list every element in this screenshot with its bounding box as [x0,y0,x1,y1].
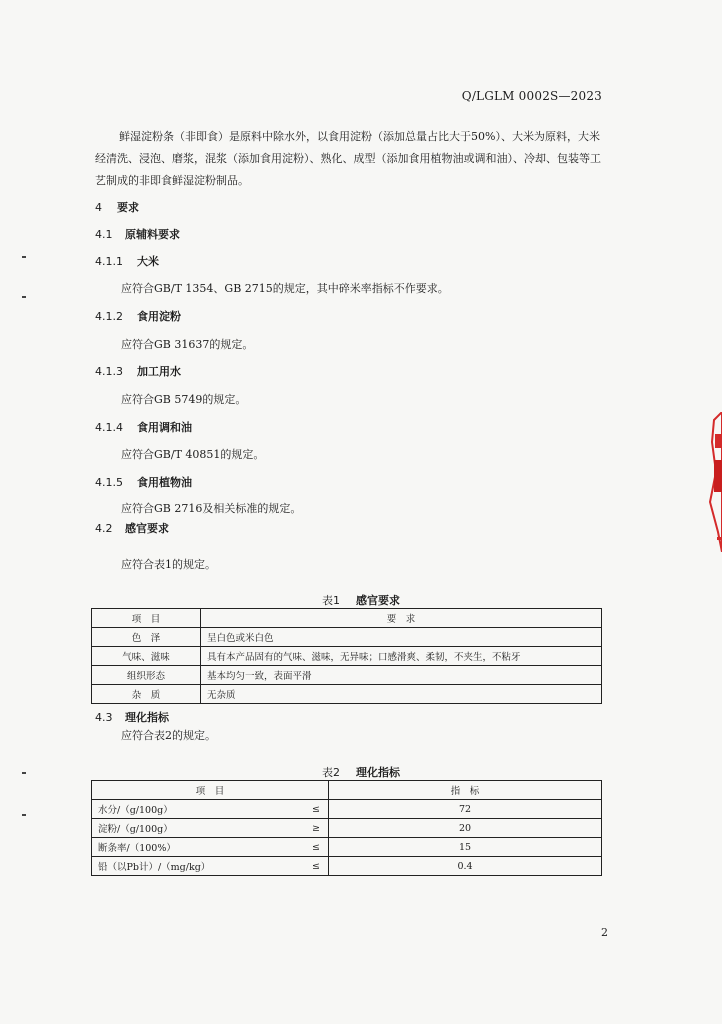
header-requirement: 要 求 [201,609,602,628]
row-comparator: ≤ [304,800,329,819]
section-number: 4.1.3 [95,365,123,378]
section-title: 食用淀粉 [137,310,181,323]
table-row [92,628,602,647]
section-number: 4.1.5 [95,476,123,489]
section-4-heading [95,199,139,215]
section-4-1-4-heading [95,419,192,435]
definition-paragraph [95,126,605,192]
section-4-1-2-heading [95,308,181,324]
section-title: 加工用水 [137,365,181,378]
table-row [92,666,602,685]
section-4-1-3-text: 应符合GB 5749的规定。 [121,393,247,406]
header-item: 项 目 [92,609,201,628]
table-row [92,857,602,876]
scan-mark [22,256,26,258]
section-number: 4.1.2 [95,310,123,323]
section-title: 感官要求 [125,522,169,535]
table-row [92,819,602,838]
section-title: 理化指标 [125,711,169,724]
row-item: 断条率/（100%） [92,838,305,857]
header-item: 项 目 [92,781,329,800]
row-requirement: 具有本产品固有的气味、滋味，无异味；口感滑爽、柔韧，不夹生，不粘牙 [201,647,602,666]
section-title: 食用调和油 [137,421,192,434]
row-item: 铅（以Pb计）/（mg/kg） [92,857,305,876]
section-4-1-1-heading [95,253,159,269]
row-item: 杂 质 [92,685,201,704]
caption-number: 表1 [322,594,340,607]
header-indicator: 指 标 [329,781,602,800]
row-requirement: 基本均匀一致，表面平滑 [201,666,602,685]
section-title: 原辅料要求 [125,228,180,241]
section-title: 大米 [137,255,159,268]
caption-title: 理化指标 [356,766,400,779]
section-4-3-heading [95,709,169,725]
section-4-1-heading [95,226,180,242]
table-header-row [92,781,602,800]
row-comparator: ≤ [304,857,329,876]
table-row [92,838,602,857]
section-4-1-3-heading [95,363,181,379]
section-4-2-heading [95,520,169,536]
table-header-row [92,609,602,628]
physicochemical-indicators-table [91,780,602,876]
caption-title: 感官要求 [356,594,400,607]
row-item: 气味、滋味 [92,647,201,666]
section-number: 4.1.4 [95,421,123,434]
section-number: 4.1 [95,228,113,241]
scan-mark [22,814,26,816]
section-title: 要求 [117,201,139,214]
section-4-1-4-text: 应符合GB/T 40851的规定。 [121,448,265,461]
definition-text: 鲜湿淀粉条（非即食）是原料中除水外，以食用淀粉（添加总量占比大于50%）、大米为原料，大米经清洗、浸泡、磨浆，混浆（添加食用淀粉）、熟化、成型（添加食用植物油或调和油）、冷却、包装等工艺制成的非即食鲜湿淀粉制品。 [95,130,601,187]
table-row [92,800,602,819]
section-number: 4.3 [95,711,113,724]
section-4-1-1-text: 应符合GB/T 1354、GB 2715的规定，其中碎米率指标不作要求。 [121,282,449,295]
sensory-requirements-table [91,608,602,704]
section-number: 4.1.1 [95,255,123,268]
section-4-1-5-heading [95,474,192,490]
row-requirement: 呈白色或米白色 [201,628,602,647]
row-comparator: ≥ [304,819,329,838]
scan-mark [22,296,26,298]
page-number: 2 [601,926,608,939]
table-row [92,647,602,666]
section-4-1-2-text: 应符合GB 31637的规定。 [121,338,254,351]
row-value: 72 [329,800,602,819]
section-4-3-text: 应符合表2的规定。 [121,729,216,742]
row-value: 15 [329,838,602,857]
row-item: 淀粉/（g/100g） [92,819,305,838]
section-number: 4.2 [95,522,113,535]
section-number: 4 [95,201,102,214]
table-row [92,685,602,704]
row-item: 组织形态 [92,666,201,685]
table-1-caption [0,592,722,608]
row-item: 水分/（g/100g） [92,800,305,819]
row-value: 20 [329,819,602,838]
standard-code: Q/LGLM 0002S—2023 [461,89,602,103]
section-4-1-5-text: 应符合GB 2716及相关标准的规定。 [121,502,302,515]
row-item: 色 泽 [92,628,201,647]
row-value: 0.4 [329,857,602,876]
section-4-2-text: 应符合表1的规定。 [121,558,216,571]
row-requirement: 无杂质 [201,685,602,704]
row-comparator: ≤ [304,838,329,857]
scan-mark [22,772,26,774]
red-seal-stamp-fragment [708,412,722,552]
caption-number: 表2 [322,766,340,779]
table-2-caption [0,764,722,780]
section-title: 食用植物油 [137,476,192,489]
